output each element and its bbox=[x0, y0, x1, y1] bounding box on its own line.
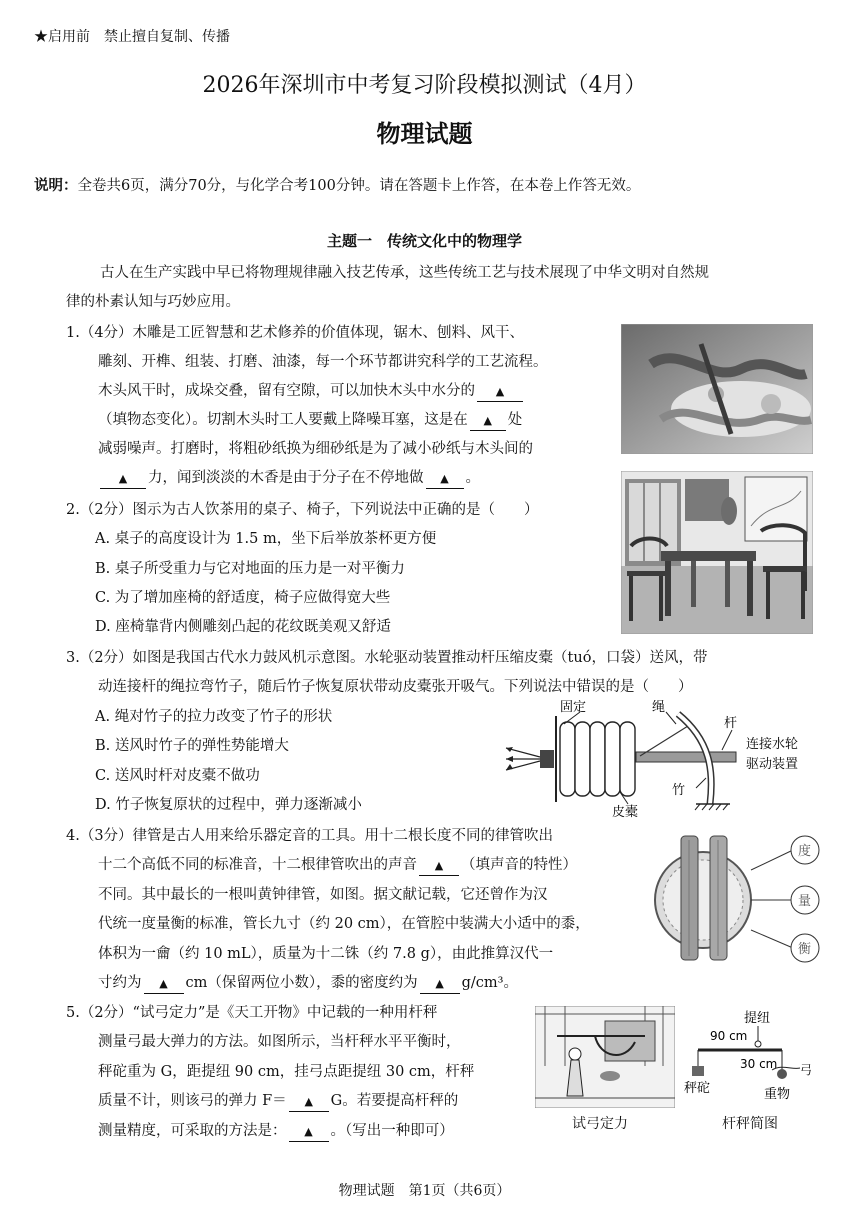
blank-triangle-icon: ▲ bbox=[159, 977, 168, 990]
q1-line-4-text: （填物态变化）。切割木头时工人要戴上降噪耳塞，这是在 bbox=[98, 412, 468, 428]
q2-option-c[interactable]: C. 为了增加座椅的舒适度，椅子应做得宽大些 bbox=[95, 590, 391, 606]
q4-line-2-text: 十二个高低不同的标准音，十二根律管吹出的声音 bbox=[98, 857, 417, 873]
blank-triangle-icon: ▲ bbox=[483, 414, 492, 427]
label-connect-2: 驱动装置 bbox=[746, 757, 799, 772]
q1-line-3 bbox=[98, 377, 525, 407]
q5-line-1: 5.（2分）“试弓定力”是《天工开物》中记载的一种用杆秤 bbox=[66, 1005, 438, 1021]
q1-line-2: 雕刻、开榫、组装、打磨、油漆，每一个环节都讲究科学的工艺流程。 bbox=[98, 354, 548, 370]
blank-triangle-icon: ▲ bbox=[304, 1125, 313, 1138]
topic-intro-line-2: 律的朴素认知与巧妙应用。 bbox=[66, 294, 240, 310]
q3-option-c[interactable]: C. 送风时杆对皮橐不做功 bbox=[95, 768, 260, 784]
q5-line-4-tail: G。若要提高杆秤的 bbox=[330, 1093, 459, 1109]
tea-table-photo bbox=[621, 471, 813, 634]
answer-blank[interactable] bbox=[419, 856, 459, 876]
q1-line-6 bbox=[98, 464, 480, 494]
label-rope: 绳 bbox=[652, 700, 666, 715]
answer-blank[interactable] bbox=[420, 974, 460, 994]
q5-line-4-text: 质量不计，则该弓的弹力 F＝ bbox=[98, 1093, 287, 1109]
q4-line-6 bbox=[98, 969, 518, 999]
q5-line-2: 测量弓最大弹力的方法。如图所示，当杆秤水平平衡时， bbox=[98, 1034, 461, 1050]
blank-triangle-icon: ▲ bbox=[440, 472, 449, 485]
q3-option-b[interactable]: B. 送风时竹子的弹性势能增大 bbox=[95, 738, 289, 754]
steelyard-diagram bbox=[682, 1008, 812, 1112]
q2-option-a[interactable]: A. 桌子的高度设计为 1.5 m，坐下后举放茶杯更方便 bbox=[95, 531, 437, 547]
blank-triangle-icon: ▲ bbox=[434, 859, 444, 872]
secrecy-note: ★启用前 禁止擅自复制、传播 bbox=[34, 29, 230, 45]
label-bamboo: 竹 bbox=[672, 783, 686, 798]
q4-line-6-mid: cm（保留两位小数），黍的密度约为 bbox=[185, 975, 418, 991]
instructions-label: 说明： bbox=[34, 177, 78, 194]
q1-line-4 bbox=[98, 406, 522, 436]
figure-caption-right: 杆秤简图 bbox=[722, 1116, 778, 1132]
q4-line-2 bbox=[98, 851, 577, 881]
answer-blank[interactable] bbox=[470, 411, 506, 431]
bellows-diagram bbox=[500, 700, 820, 822]
page-footer: 物理试题 第1页（共6页） bbox=[338, 1183, 511, 1199]
q1-line-3-text: 木头风干时，成垛交叠，留有空隙，可以加快木头中水分的 bbox=[98, 383, 475, 399]
exam-title: 2026年深圳市中考复习阶段模拟测试（4月） bbox=[202, 73, 647, 98]
label-bow: 弓 bbox=[800, 1063, 812, 1077]
figure-caption-left: 试弓定力 bbox=[572, 1116, 628, 1132]
q3-option-d[interactable]: D. 竹子恢复原状的过程中，弹力逐渐减小 bbox=[95, 797, 362, 813]
q1-line-6-tail: 。 bbox=[465, 470, 480, 486]
q4-line-5: 体积为一龠（约 10 mL），质量为十二铢（约 7.8 g），由此推算汉代一 bbox=[98, 946, 554, 962]
wood-carving-photo bbox=[621, 324, 813, 454]
answer-blank[interactable] bbox=[289, 1092, 329, 1112]
q4-line-3: 不同。其中最长的一根叫黄钟律管，如图。据文献记载，它还曾作为汉 bbox=[98, 887, 548, 903]
q4-line-6-text: 寸约为 bbox=[98, 975, 142, 991]
q5-line-5-text: 测量精度，可采取的方法是： bbox=[98, 1123, 287, 1139]
label-90cm: 90 cm bbox=[710, 1029, 748, 1043]
q5-line-3: 秤砣重为 G，距提纽 90 cm，挂弓点距提纽 30 cm，杆秤 bbox=[98, 1064, 475, 1080]
instructions bbox=[34, 171, 640, 202]
q3-line-2: 动连接杆的绳拉弯竹子，随后竹子恢复原状带动皮橐张开吸气。下列说法中错误的是（ ） bbox=[98, 679, 693, 695]
label-fixed: 固定 bbox=[560, 700, 587, 715]
topic-intro-line-1: 古人在生产实践中早已将物理规律融入技艺传承，这些传统工艺与技术展现了中华文明对自然规 bbox=[100, 265, 709, 281]
label-30cm: 30 cm bbox=[740, 1057, 778, 1071]
answer-blank[interactable] bbox=[289, 1122, 329, 1142]
pitch-pipe-photo bbox=[653, 830, 835, 970]
q4-line-4: 代统一度量衡的标准，管长九寸（约 20 cm），在管腔中装满大小适中的黍， bbox=[98, 916, 590, 932]
label-bag: 皮橐 bbox=[612, 805, 639, 820]
blank-triangle-icon: ▲ bbox=[304, 1095, 313, 1108]
q2-option-b[interactable]: B. 桌子所受重力与它对地面的压力是一对平衡力 bbox=[95, 561, 405, 577]
q4-line-1: 4.（3分）律管是古人用来给乐器定音的工具。用十二根长度不同的律管吹出 bbox=[66, 828, 554, 844]
q4-line-6-tail: g/cm³。 bbox=[461, 975, 518, 991]
q1-line-5: 减弱噪声。打磨时，将粗砂纸换为细砂纸是为了减小砂纸与木头间的 bbox=[98, 441, 533, 457]
q2-option-d[interactable]: D. 座椅靠背内侧雕刻凸起的花纹既美观又舒适 bbox=[95, 619, 391, 635]
q5-line-5 bbox=[98, 1117, 454, 1147]
q1-line-6-text: 力，闻到淡淡的木香是由于分子在不停地做 bbox=[148, 470, 424, 486]
label-rod: 杆 bbox=[724, 716, 738, 731]
blank-triangle-icon: ▲ bbox=[435, 977, 444, 990]
blank-triangle-icon: ▲ bbox=[118, 472, 128, 485]
bow-testing-illustration bbox=[535, 1006, 675, 1108]
subject-title: 物理试题 bbox=[376, 119, 473, 148]
q5-line-4 bbox=[98, 1087, 458, 1117]
pipe-label-1: 度 bbox=[798, 844, 812, 859]
q1-line-1: 1.（4分）木雕是工匠智慧和艺术修养的价值体现，锯木、刨料、风干、 bbox=[66, 325, 525, 341]
label-connect-1: 连接水轮 bbox=[746, 737, 799, 752]
q4-line-2-tail: （填声音的特性） bbox=[461, 857, 577, 873]
pipe-label-2: 量 bbox=[798, 894, 812, 909]
blank-triangle-icon: ▲ bbox=[495, 385, 505, 398]
label-load: 重物 bbox=[764, 1087, 791, 1102]
answer-blank[interactable] bbox=[100, 469, 146, 489]
topic-heading: 主题一 传统文化中的物理学 bbox=[326, 232, 522, 250]
instructions-text: 全卷共6页，满分70分，与化学合考100分钟。请在答题卡上作答，在本卷上作答无效。 bbox=[77, 178, 641, 194]
label-knob: 提纽 bbox=[744, 1011, 771, 1026]
q2-stem: 2.（2分）图示为古人饮茶用的桌子、椅子，下列说法中正确的是（ ） bbox=[66, 502, 539, 518]
q3-option-a[interactable]: A. 绳对竹子的拉力改变了竹子的形状 bbox=[95, 709, 333, 725]
answer-blank[interactable] bbox=[477, 382, 523, 402]
q3-line-1: 3.（2分）如图是我国古代水力鼓风机示意图。水轮驱动装置推动杆压缩皮橐（tuó，口袋）送风，带 bbox=[66, 650, 708, 666]
answer-blank[interactable] bbox=[426, 469, 464, 489]
q5-line-5-tail: 。（写出一种即可） bbox=[330, 1123, 454, 1139]
pipe-label-3: 衡 bbox=[798, 942, 812, 957]
label-weight: 秤砣 bbox=[684, 1081, 711, 1096]
q1-line-4-tail: 处 bbox=[507, 412, 523, 428]
answer-blank[interactable] bbox=[144, 974, 184, 994]
